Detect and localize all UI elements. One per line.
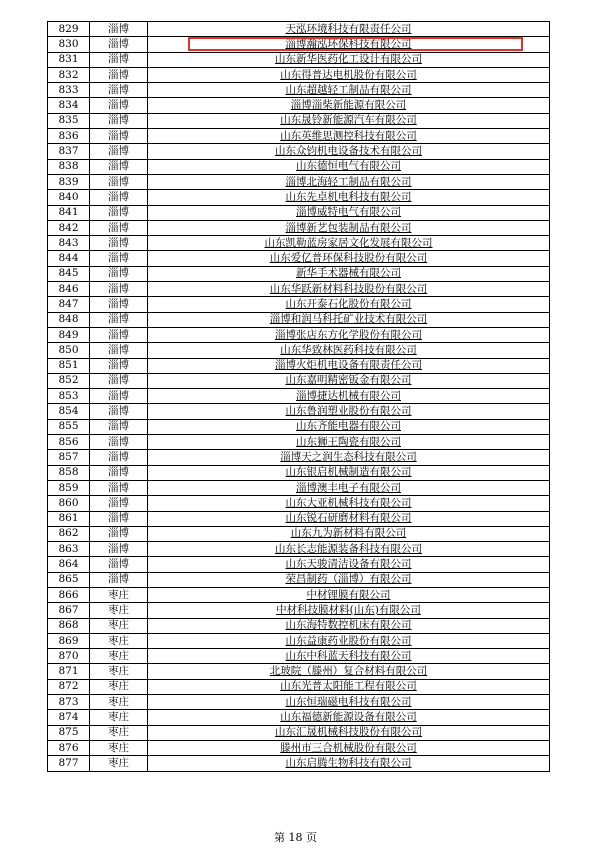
- row-city: 淄博: [90, 190, 148, 205]
- row-city: 淄博: [90, 450, 148, 465]
- row-company-name: 山东新华医药化工设计有限公司: [148, 52, 550, 67]
- row-company-name: 山东银启机械制造有限公司: [148, 465, 550, 480]
- table-row: [48, 83, 550, 98]
- table-row: [48, 542, 550, 557]
- row-city: 淄博: [90, 358, 148, 373]
- table-row: [48, 236, 550, 251]
- table-row: [48, 511, 550, 526]
- table-row: [48, 633, 550, 648]
- table-row: [48, 159, 550, 174]
- row-city: 淄博: [90, 465, 148, 480]
- row-city: 淄博: [90, 144, 148, 159]
- row-number: 844: [48, 251, 90, 266]
- row-city: 淄博: [90, 572, 148, 587]
- table-row: [48, 557, 550, 572]
- row-city: 淄博: [90, 282, 148, 297]
- table-row: [48, 618, 550, 633]
- row-number: 831: [48, 52, 90, 67]
- row-number: 845: [48, 266, 90, 281]
- row-city: 淄博: [90, 496, 148, 511]
- row-city: 淄博: [90, 542, 148, 557]
- row-city: 淄博: [90, 220, 148, 235]
- table-row: [48, 312, 550, 327]
- row-company-name: 淄博新艺包装制品有限公司: [148, 220, 550, 235]
- table-row: [48, 52, 550, 67]
- row-company-name: 山东齐能电器有限公司: [148, 419, 550, 434]
- table-row: [48, 297, 550, 312]
- row-number: 877: [48, 756, 90, 771]
- table-row: [48, 98, 550, 113]
- row-company-name: 山东锐石研磨材料有限公司: [148, 511, 550, 526]
- row-city: 淄博: [90, 52, 148, 67]
- row-city: 淄博: [90, 327, 148, 342]
- row-number: 874: [48, 710, 90, 725]
- row-number: 840: [48, 190, 90, 205]
- row-company-name: 山东福德新能源设备有限公司: [148, 710, 550, 725]
- table-row: [48, 205, 550, 220]
- row-company-name: 山东鲁润塑业股份有限公司: [148, 404, 550, 419]
- row-number: 852: [48, 373, 90, 388]
- table-row: [48, 113, 550, 128]
- row-company-name: 山东益康药业股份有限公司: [148, 633, 550, 648]
- row-city: 淄博: [90, 37, 148, 52]
- table-row: [48, 664, 550, 679]
- row-number: 854: [48, 404, 90, 419]
- row-city: 淄博: [90, 22, 148, 37]
- row-city: 淄博: [90, 511, 148, 526]
- row-company-name: 山东得普达电机股份有限公司: [148, 67, 550, 82]
- row-city: 淄博: [90, 174, 148, 189]
- row-company-name: 山东天骏清洁设备有限公司: [148, 557, 550, 572]
- row-number: 865: [48, 572, 90, 587]
- table-row: [48, 419, 550, 434]
- row-company-name: 山东启腾生物科技有限公司: [148, 756, 550, 771]
- row-city: 枣庄: [90, 587, 148, 602]
- row-company-name: 淄博捷达机械有限公司: [148, 389, 550, 404]
- row-company-name: 山东九为新材料有限公司: [148, 526, 550, 541]
- row-number: 836: [48, 129, 90, 144]
- table-row: [48, 756, 550, 771]
- table-row: [48, 725, 550, 740]
- table-row: [48, 174, 550, 189]
- page-number: 第 18 页: [274, 831, 317, 844]
- table-row: [48, 67, 550, 82]
- row-number: 837: [48, 144, 90, 159]
- row-company-name: 山东英维思测控科技有限公司: [148, 129, 550, 144]
- row-city: 淄博: [90, 435, 148, 450]
- table-row: [48, 190, 550, 205]
- row-company-name: 淄博瀚泓环保科技有限公司: [148, 37, 550, 52]
- row-company-name: 新华手术器械有限公司: [148, 266, 550, 281]
- row-company-name: 山东汇晟机械科技股份有限公司: [148, 725, 550, 740]
- row-city: 枣庄: [90, 740, 148, 755]
- row-number: 850: [48, 343, 90, 358]
- row-city: 枣庄: [90, 695, 148, 710]
- row-number: 849: [48, 327, 90, 342]
- row-company-name: 山东华致林医药科技有限公司: [148, 343, 550, 358]
- table-row: [48, 144, 550, 159]
- row-city: 淄博: [90, 113, 148, 128]
- row-company-name: 中材科技膜材料(山东)有限公司: [148, 603, 550, 618]
- row-number: 857: [48, 450, 90, 465]
- row-company-name: 山东海特数控机床有限公司: [148, 618, 550, 633]
- row-company-name: 山东华跃新材料科技股份有限公司: [148, 282, 550, 297]
- row-number: 835: [48, 113, 90, 128]
- table-row: [48, 282, 550, 297]
- row-number: 843: [48, 236, 90, 251]
- table-row: [48, 129, 550, 144]
- row-city: 枣庄: [90, 649, 148, 664]
- row-city: 淄博: [90, 297, 148, 312]
- row-company-name: 北玻院（滕州）复合材料有限公司: [148, 664, 550, 679]
- table-row: [48, 587, 550, 602]
- row-number: 856: [48, 435, 90, 450]
- table-row: [48, 373, 550, 388]
- row-number: 859: [48, 480, 90, 495]
- row-company-name: 淄博张店东方化学股份有限公司: [148, 327, 550, 342]
- table-row: [48, 649, 550, 664]
- row-city: 枣庄: [90, 618, 148, 633]
- table-row: [48, 450, 550, 465]
- table-row: [48, 389, 550, 404]
- row-city: 淄博: [90, 404, 148, 419]
- row-city: 淄博: [90, 236, 148, 251]
- row-company-name: 山东嘉明精密钣金有限公司: [148, 373, 550, 388]
- row-company-name: 山东超越轻工制品有限公司: [148, 83, 550, 98]
- row-company-name: 山东恒瑞磁电科技有限公司: [148, 695, 550, 710]
- table-row: [48, 37, 550, 52]
- row-company-name: 山东晟铃新能源汽车有限公司: [148, 113, 550, 128]
- table-row: [48, 220, 550, 235]
- row-company-name: 山东狮王陶瓷有限公司: [148, 435, 550, 450]
- row-company-name: 淄博淄柴新能源有限公司: [148, 98, 550, 113]
- row-company-name: 山东长志能源装备科技有限公司: [148, 542, 550, 557]
- table-row: [48, 572, 550, 587]
- table-row: [48, 343, 550, 358]
- row-company-name: 山东开泰石化股份有限公司: [148, 297, 550, 312]
- row-city: 淄博: [90, 83, 148, 98]
- row-number: 875: [48, 725, 90, 740]
- table-row: [48, 679, 550, 694]
- row-company-name: 淄博和润马科托矿业技术有限公司: [148, 312, 550, 327]
- table-row: [48, 327, 550, 342]
- table-row: [48, 266, 550, 281]
- row-city: 淄博: [90, 205, 148, 220]
- row-city: 淄博: [90, 129, 148, 144]
- row-number: 855: [48, 419, 90, 434]
- row-city: 枣庄: [90, 664, 148, 679]
- row-number: 832: [48, 67, 90, 82]
- row-company-name: 山东中科蓝天科技有限公司: [148, 649, 550, 664]
- row-city: 淄博: [90, 389, 148, 404]
- row-city: 淄博: [90, 480, 148, 495]
- table-row: [48, 465, 550, 480]
- table-body: [48, 22, 550, 772]
- row-number: 830: [48, 37, 90, 52]
- row-city: 淄博: [90, 373, 148, 388]
- row-number: 848: [48, 312, 90, 327]
- row-number: 866: [48, 587, 90, 602]
- row-number: 872: [48, 679, 90, 694]
- row-number: 833: [48, 83, 90, 98]
- row-company-name: 山东大亚机械科技有限公司: [148, 496, 550, 511]
- row-number: 838: [48, 159, 90, 174]
- table-row: [48, 710, 550, 725]
- row-city: 淄博: [90, 251, 148, 266]
- row-number: 870: [48, 649, 90, 664]
- row-company-name: 山东先卓机电科技有限公司: [148, 190, 550, 205]
- row-number: 853: [48, 389, 90, 404]
- row-city: 枣庄: [90, 756, 148, 771]
- row-company-name: 天泓环境科技有限责任公司: [148, 22, 550, 37]
- row-company-name: 荣昌制药（淄博）有限公司: [148, 572, 550, 587]
- row-company-name: 淄博威特电气有限公司: [148, 205, 550, 220]
- row-number: 847: [48, 297, 90, 312]
- row-number: 834: [48, 98, 90, 113]
- row-number: 851: [48, 358, 90, 373]
- row-city: 枣庄: [90, 633, 148, 648]
- row-city: 淄博: [90, 67, 148, 82]
- row-company-name: 淄博北海轻工制品有限公司: [148, 174, 550, 189]
- row-company-name: 滕州市三合机械股份有限公司: [148, 740, 550, 755]
- row-city: 淄博: [90, 266, 148, 281]
- table-row: [48, 435, 550, 450]
- table-row: [48, 404, 550, 419]
- row-city: 枣庄: [90, 603, 148, 618]
- row-number: 846: [48, 282, 90, 297]
- table-row: [48, 251, 550, 266]
- row-city: 淄博: [90, 526, 148, 541]
- row-number: 863: [48, 542, 90, 557]
- row-company-name: 山东凯勒蓝房家居文化发展有限公司: [148, 236, 550, 251]
- row-number: 876: [48, 740, 90, 755]
- table-row: [48, 480, 550, 495]
- row-number: 829: [48, 22, 90, 37]
- row-city: 枣庄: [90, 710, 148, 725]
- row-company-name: 山东光普太阳能工程有限公司: [148, 679, 550, 694]
- row-city: 淄博: [90, 98, 148, 113]
- row-company-name: 淄博火炬机电设备有限责任公司: [148, 358, 550, 373]
- row-company-name: 山东众钧机电设备技术有限公司: [148, 144, 550, 159]
- row-company-name: 淄博天之润生态科技有限公司: [148, 450, 550, 465]
- row-city: 枣庄: [90, 725, 148, 740]
- row-number: 871: [48, 664, 90, 679]
- row-number: 861: [48, 511, 90, 526]
- row-number: 868: [48, 618, 90, 633]
- row-city: 枣庄: [90, 679, 148, 694]
- company-table: [47, 21, 550, 772]
- row-company-name: 山东爱亿普环保科技股份有限公司: [148, 251, 550, 266]
- row-city: 淄博: [90, 343, 148, 358]
- row-number: 841: [48, 205, 90, 220]
- row-number: 839: [48, 174, 90, 189]
- row-number: 858: [48, 465, 90, 480]
- table-row: [48, 358, 550, 373]
- row-city: 淄博: [90, 159, 148, 174]
- table-row: [48, 526, 550, 541]
- row-number: 842: [48, 220, 90, 235]
- row-number: 867: [48, 603, 90, 618]
- row-number: 869: [48, 633, 90, 648]
- row-company-name: 淄博澳丰电子有限公司: [148, 480, 550, 495]
- row-city: 淄博: [90, 557, 148, 572]
- table-row: [48, 695, 550, 710]
- table-row: [48, 603, 550, 618]
- row-company-name: 山东德恒电气有限公司: [148, 159, 550, 174]
- row-number: 860: [48, 496, 90, 511]
- row-number: 862: [48, 526, 90, 541]
- row-company-name: 中材锂膜有限公司: [148, 587, 550, 602]
- row-number: 864: [48, 557, 90, 572]
- row-number: 873: [48, 695, 90, 710]
- row-city: 淄博: [90, 312, 148, 327]
- table-row: [48, 740, 550, 755]
- table-row: [48, 496, 550, 511]
- company-table-container: [47, 21, 549, 772]
- row-city: 淄博: [90, 419, 148, 434]
- table-row: [48, 22, 550, 37]
